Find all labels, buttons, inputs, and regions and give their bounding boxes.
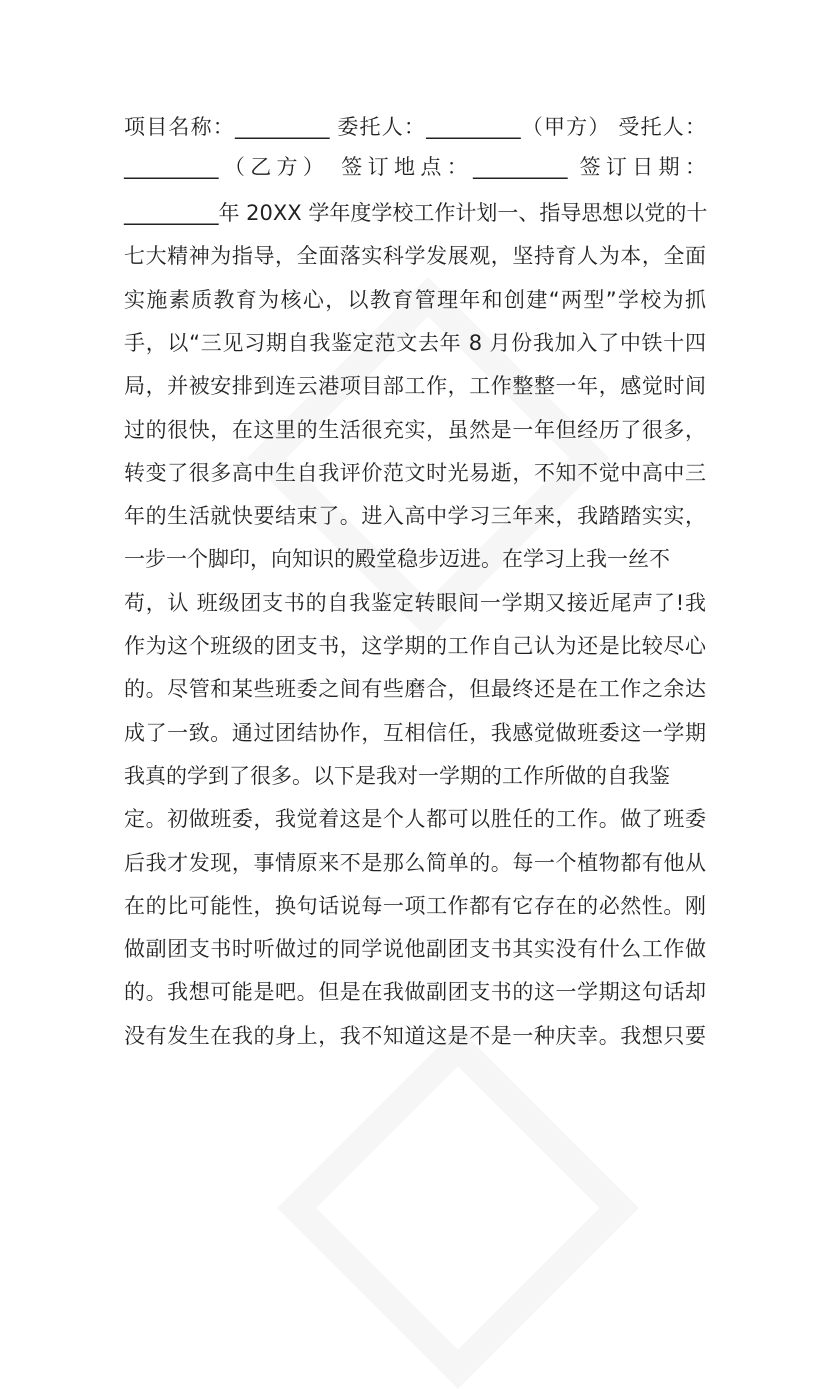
text-line: 做副团支书时听做过的同学说他副团支书其实没有什么工作做: [124, 937, 706, 962]
text-line: 转变了很多高中生自我评价范文时光易逝，不知不觉中高中三: [124, 460, 706, 485]
text-line: _________（乙方） 签订地点：_________ 签订日期：: [124, 155, 706, 179]
text-line: 没有发生在我的身上，我不知道这是不是一种庆幸。我想只要: [124, 1023, 706, 1048]
watermark-logo: [277, 1027, 639, 1389]
text-line: 局，并被安排到连云港项目部工作，工作整整一年，感觉时间: [124, 374, 706, 399]
text-line: 在的比可能性，换句话说每一项工作都有它存在的必然性。刚: [124, 893, 706, 918]
text-line: 过的很快，在这里的生活很充实，虽然是一年但经历了很多，: [124, 417, 706, 442]
text-line: 作为这个班级的团支书，这学期的工作自己认为还是比较尽心: [124, 634, 706, 658]
text-line: 成了一致。通过团结协作，互相信任，我感觉做班委这一学期: [124, 720, 706, 745]
text-line: 项目名称：_________ 委托人：_________（甲方） 受托人：: [124, 115, 706, 139]
text-line: 七大精神为指导，全面落实科学发展观，坚持育人为本，全面: [124, 244, 706, 269]
text-line: 苟，认 班级团支书的自我鉴定转眼间一学期又接近尾声了!我: [124, 590, 706, 615]
text-line: 我真的学到了很多。以下是我对一学期的工作所做的自我鉴: [124, 763, 670, 788]
text-line: 实施素质教育为核心，以教育管理年和创建“两型”学校为抓: [124, 287, 706, 312]
text-line: 后我才发现，事情原来不是那么简单的。每一个植物都有他从: [124, 850, 706, 875]
text-line: 年的生活就快要结束了。进入高中学习三年来，我踏踏实实，: [124, 504, 706, 529]
text-line: 一步一个脚印，向知识的殿堂稳步迈进。在学习上我一丝不: [124, 547, 670, 572]
text-line: _________年 20XX 学年度学校工作计划一、指导思想以党的十: [124, 201, 708, 225]
text-line: 定。初做班委，我觉着这是个人都可以胜任的工作。做了班委: [124, 807, 706, 832]
text-line: 的。我想可能是吧。但是在我做副团支书的这一学期这句话却: [124, 980, 706, 1005]
text-line: 的。尽管和某些班委之间有些磨合，但最终还是在工作之余达: [124, 677, 706, 702]
text-line: 手，以“三见习期自我鉴定范文去年 8 月份我加入了中铁十四: [124, 330, 706, 355]
